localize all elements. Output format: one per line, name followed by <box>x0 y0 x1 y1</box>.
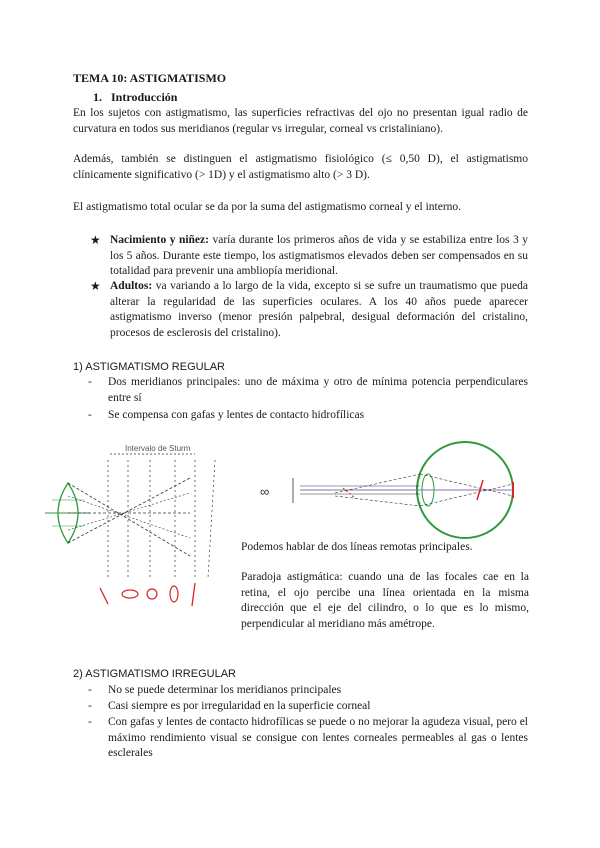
focal-line-image <box>100 588 108 604</box>
intro-paragraph-3: El astigmatismo total ocular se da por la suma del astigmatismo corneal y el interno. <box>73 201 462 213</box>
eye-diagram <box>255 438 525 548</box>
ray <box>335 496 420 506</box>
circle-image <box>147 589 157 599</box>
ellipse-image <box>170 586 178 602</box>
list-item: - No se puede determinar los meridianos principales <box>88 683 528 699</box>
dash-bullet: - <box>88 700 92 712</box>
list-item: - Se compensa con gafas y lentes de contacto hidrofílicas <box>88 408 528 424</box>
dash-bullet: - <box>88 684 92 696</box>
infinity-symbol: ∞ <box>260 484 270 499</box>
focal-plane <box>208 460 215 578</box>
star-icon: ★ <box>90 233 101 247</box>
dash-bullet: - <box>88 716 92 728</box>
ray <box>68 496 190 538</box>
ellipse-image <box>122 590 138 598</box>
document-title: TEMA 10: ASTIGMATISMO <box>73 71 227 85</box>
focal-mark <box>343 488 355 498</box>
focal-line-image <box>192 583 195 606</box>
intro-paragraph-2: Además, también se distinguen el astigmatismo fisiológico (≤ 0,50 D), el astigmatismo clínicamente significativo (> 1D) y el astigmatismo alto (> 3 D). <box>73 153 528 181</box>
bullet-text <box>110 233 528 280</box>
section-heading-introduccion: 1. Introducción <box>93 90 178 104</box>
ray <box>68 483 190 556</box>
figure-caption-2: Paradoja astigmática: cuando una de las focales cae en la retina, el ojo percibe una línea orientada en la misma dirección que el eje del cilindro, o lo que es lo mismo, perpendicular al meridiano más amétrope. <box>241 571 529 630</box>
bullet-label: Adultos: <box>110 280 153 292</box>
bullet-item-ninez <box>90 233 528 280</box>
list-item: - Dos meridianos principales: uno de máxima y otro de mínima potencia perpendiculares entre sí <box>88 376 528 404</box>
ray <box>68 478 190 543</box>
ray <box>68 493 190 530</box>
bullet-body: va variando a lo largo de la vida, excepto si se sufre un traumatismo que pueda alterar la regularidad de las superficies oculares. A los 40 años puede aparecer astigmatismo inverso (menor presión palpebral, desigual deformación del cristalino, procesos de esclerosis del cristalino). <box>110 280 528 339</box>
figure-caption-1: Podemos hablar de dos líneas remotas principales. <box>241 541 473 553</box>
bullet-item-adultos <box>90 279 528 341</box>
list-item: - Casi siempre es por irregularidad en la superficie corneal <box>88 699 528 715</box>
intro-paragraph-1: En los sujetos con astigmatismo, las superficies refractivas del ojo no presentan igual radio de curvatura en todos sus meridianos (regular vs irregular, corneal vs cristaliniano). <box>73 107 528 135</box>
section-heading-irregular: 2) ASTIGMATISMO IRREGULAR <box>73 668 236 680</box>
section-heading-regular: 1) ASTIGMATISMO REGULAR <box>73 361 225 373</box>
dash-bullet: - <box>88 409 92 421</box>
bullet-text <box>110 279 528 341</box>
sturm-label: Intervalo de Sturm <box>125 444 191 453</box>
bullet-body: varía durante los primeros años de vida y se estabiliza entre los 3 y los 5 años. Durante este tiempo, los astigmatismos elevados deben ser compensados en su totalidad para prevenir una ambliopía meridional. <box>110 234 529 277</box>
bullet-label: Nacimiento y niñez: <box>110 234 209 246</box>
list-item: - Con gafas y lentes de contacto hidrofílicas se puede o no mejorar la agudeza visual, pero el máximo rendimiento visual se consigue con lentes corneales permeables al gas o lentes esclerales <box>88 716 528 759</box>
dash-bullet: - <box>88 376 92 388</box>
star-icon: ★ <box>90 279 101 293</box>
sturm-interval-diagram <box>40 438 250 610</box>
